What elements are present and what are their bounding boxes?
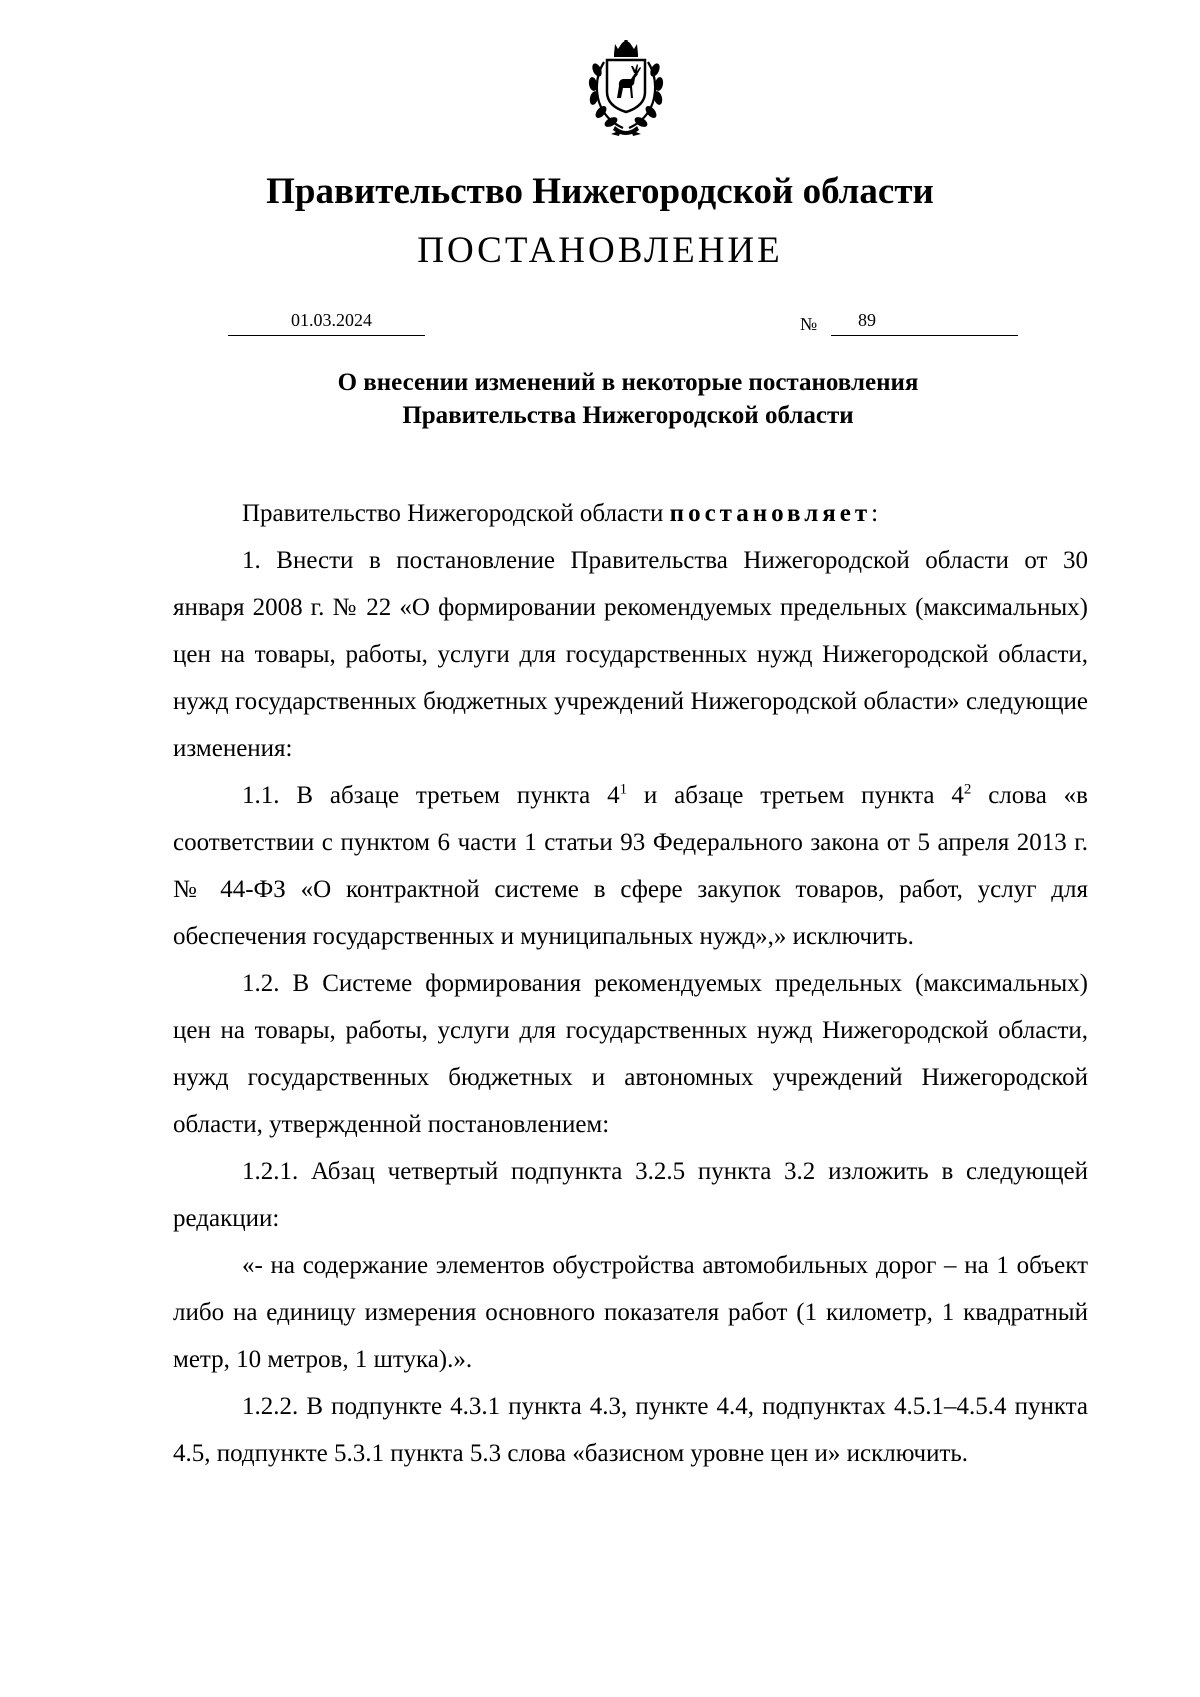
document-body — [173, 490, 1088, 1477]
paragraph-1-2-2: 1.2.2. В подпункте 4.3.1 пункта 4.3, пункте 4.4, подпунктах 4.5.1–4.5.4 пункта 4.5, подпункте 5.3.1 пункта 5.3 слова «базисном уровне цен и» исключить. — [173, 1393, 1088, 1467]
paragraph-1-2-1-quote: «- на содержание элементов обустройства автомобильных дорог – на 1 объект либо на единицу измерения основного показателя работ (1 километр, 1 квадратный метр, 10 метров, 1 штука).». — [173, 1252, 1088, 1373]
superscript-2: 2 — [963, 781, 972, 798]
preamble-end: : — [871, 500, 879, 527]
subject-line-1: О внесении изменений в некоторые постановления — [337, 369, 919, 396]
paragraph-1-1-part-b: и абзаце третьем пункта 4 — [627, 782, 964, 809]
number-field — [831, 308, 1018, 336]
superscript-1: 1 — [619, 781, 628, 798]
paragraph-1-2-1: 1.2.1. Абзац четвертый подпункта 3.2.5 пункта 3.2 изложить в следующей редакции: — [173, 1158, 1088, 1232]
preamble-start: Правительство Нижегородской области — [242, 500, 664, 527]
paragraph-1-1-part-a: 1.1. В абзаце третьем пункта 4 — [242, 782, 620, 809]
preamble — [173, 490, 1088, 537]
paragraph-1: 1. Внести в постановление Правительства Нижегородской области от 30 января 2008 г. № 22 «О формировании рекомендуемых предельных (максимальных) цен на товары, работы, услуги для государственных нужд Нижегородской области, нужд государственных бюджетных учреждений Нижегородской области» следующие изменения: — [173, 547, 1088, 762]
document-subject — [0, 366, 1200, 432]
document-type-title: ПОСТАНОВЛЕНИЕ — [417, 230, 783, 271]
number-sign: № — [800, 314, 818, 334]
paragraph-1-2: 1.2. В Системе формирования рекомендуемых предельных (максимальных) цен на товары, работы, услуги для государственных нужд Нижегородской области, нужд государственных бюджетных и автономных учреждений Нижегородской области, утвержденной постановлением: — [173, 970, 1088, 1138]
nizhny-novgorod-coat-of-arms-icon — [571, 40, 681, 150]
date-value: 01.03.2024 — [291, 310, 372, 330]
paragraph-1-1-part-c: слова «в соответствии с пунктом 6 части 1 статьи 93 Федерального закона от 5 апреля 2013 г. № 44-ФЗ «О контрактной системе в сфере закупок товаров, работ, услуг для обеспечения государственных и муниципальных нужд»,» исключить. — [173, 782, 1088, 950]
decree-word: постановляет — [669, 500, 872, 527]
subject-line-2: Правительства Нижегородской области — [402, 402, 854, 429]
government-title: Правительство Нижегородской области — [266, 171, 934, 212]
paragraph-1-1 — [173, 772, 1088, 960]
number-value: 89 — [858, 310, 876, 330]
date-field — [228, 308, 425, 336]
